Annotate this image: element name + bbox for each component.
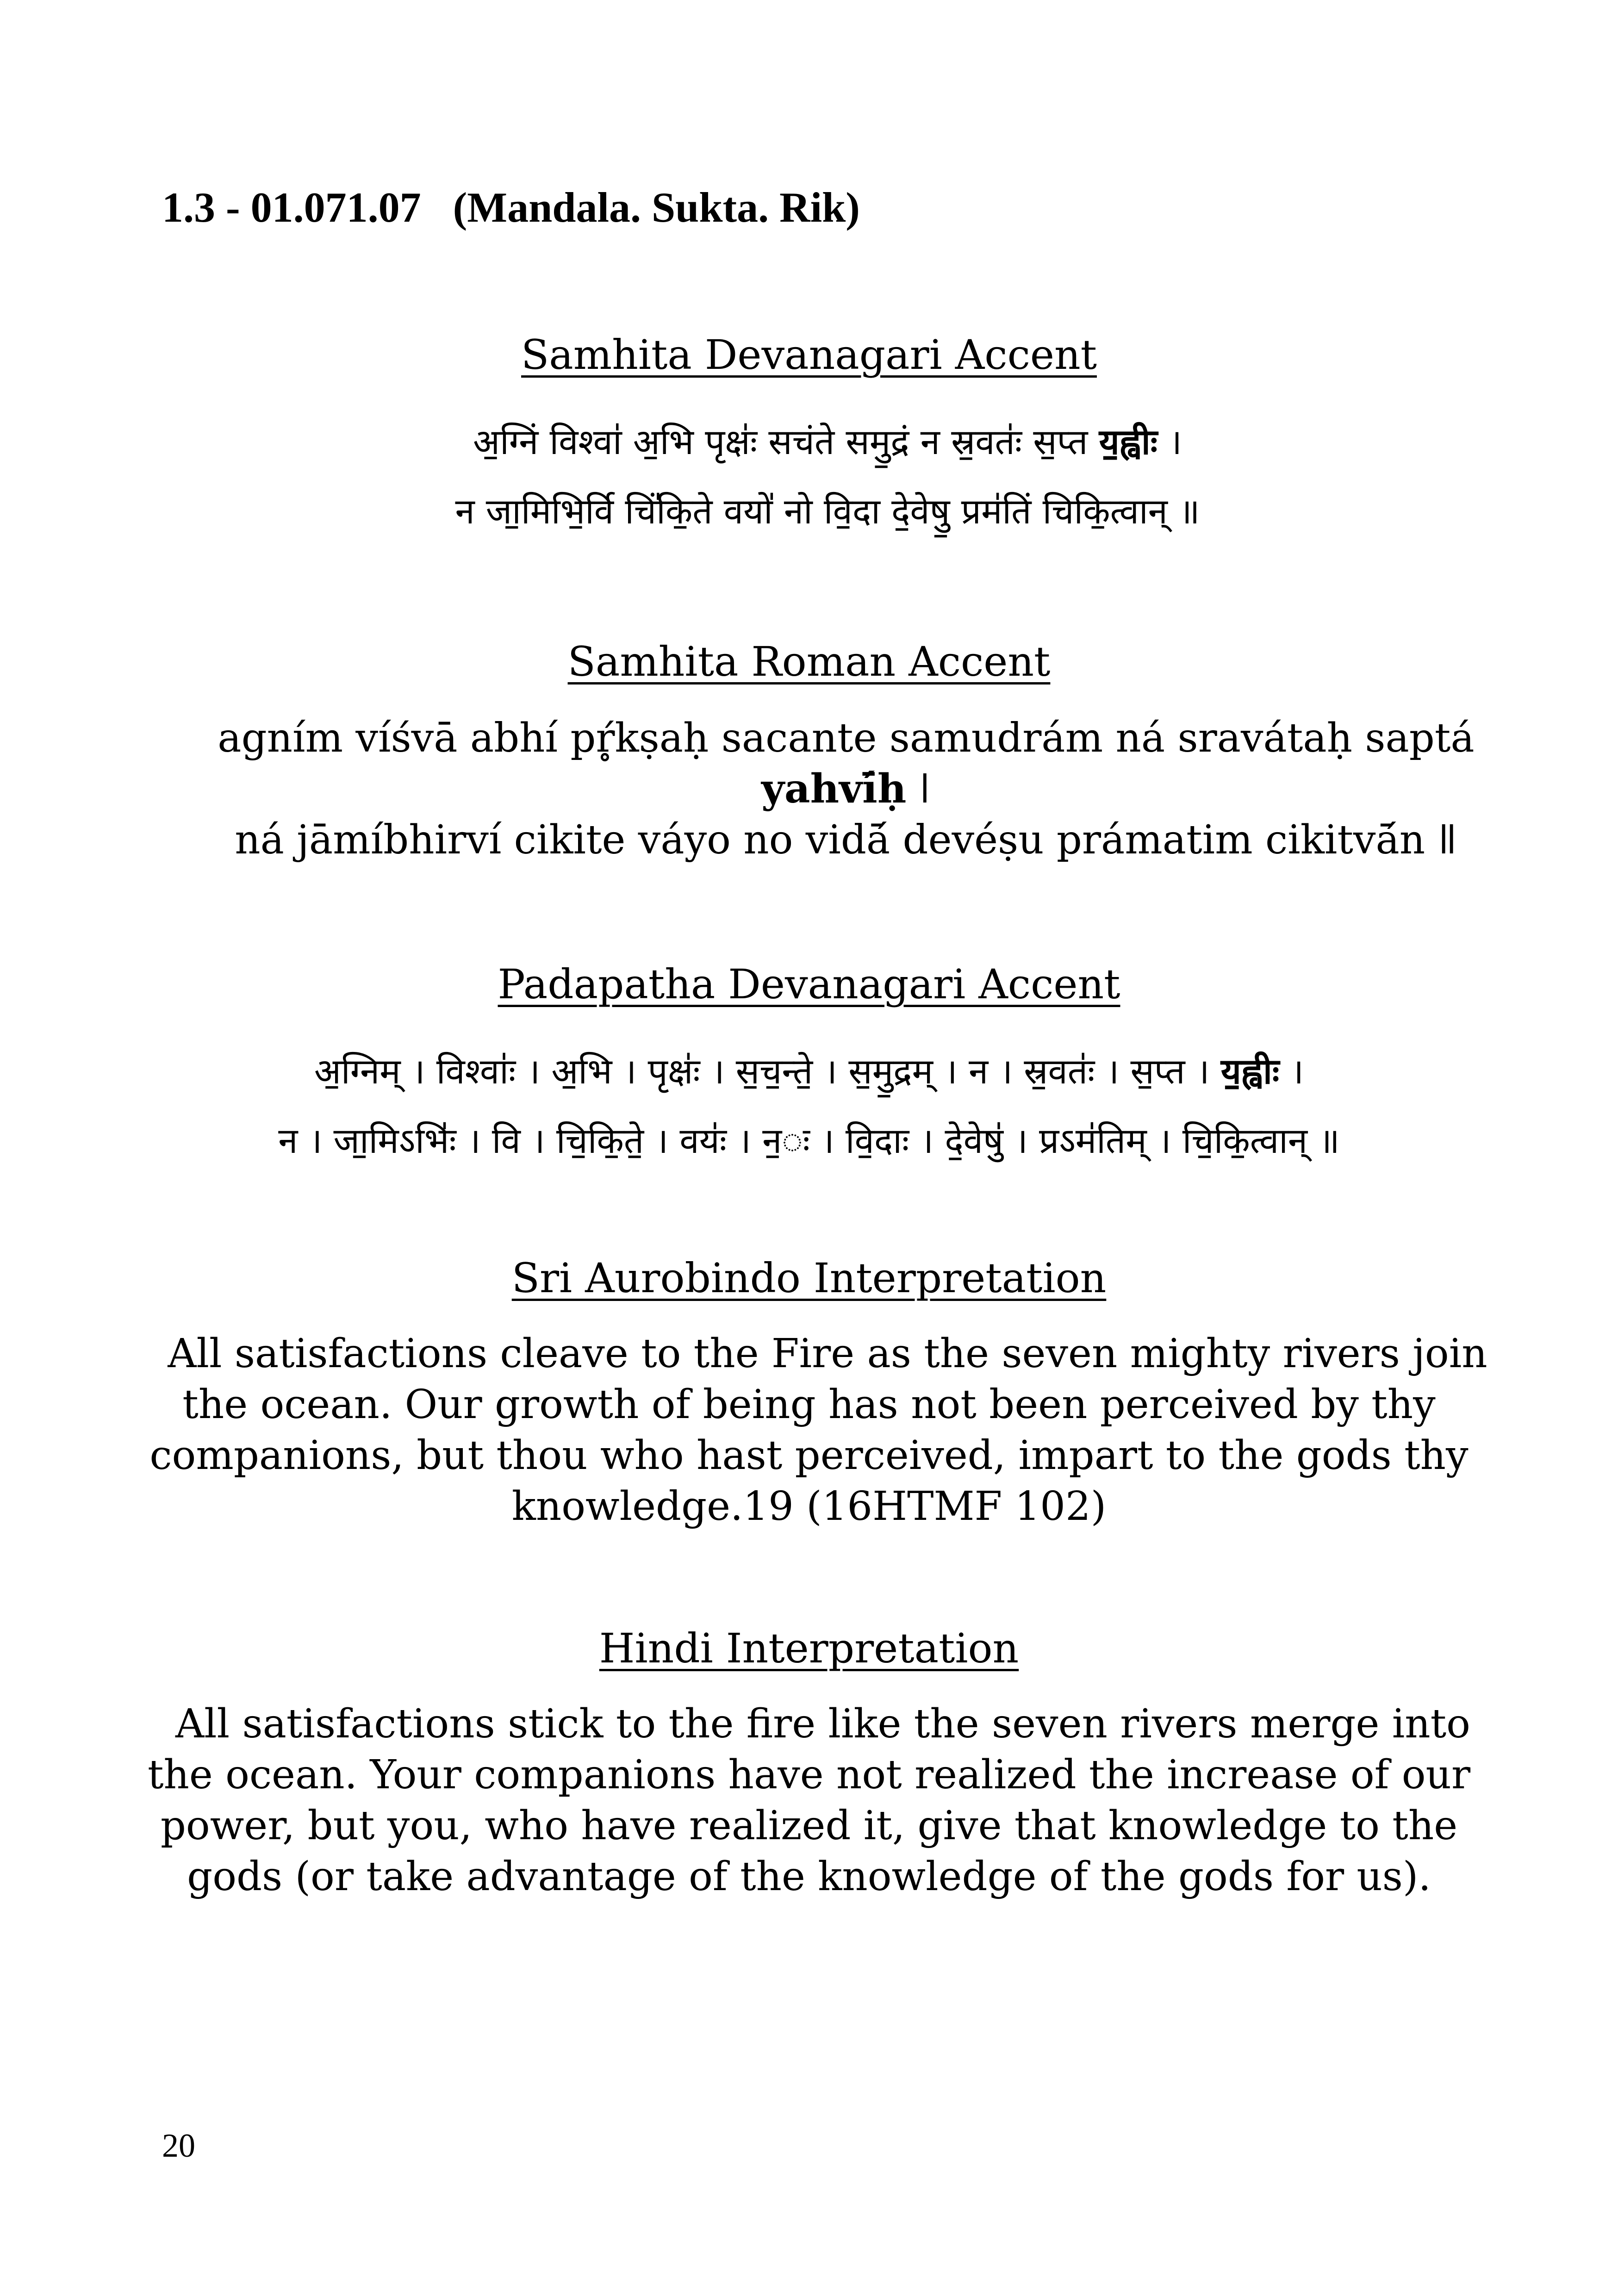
- samhita-roman-line-2: [37, 764, 1618, 815]
- aurobindo-line-2: the ocean. Our growth of being has not been perceived by thy: [182, 1381, 1436, 1428]
- verse-reference-format: (Mandala. Sukta. Rik): [453, 184, 860, 231]
- samhita-devanagari-line-1-text: अ॒ग्निं विश्वा॑ अ॒भि पृक्षः॑ सचंते समु॒द्रं न स्र॒वतः॑ स॒प्त: [473, 421, 1099, 462]
- samhita-devanagari-line-1: [19, 407, 1618, 477]
- hindi-line-3: power, but you, who have realized it, give that knowledge to the: [160, 1803, 1458, 1849]
- samhita-devanagari-line-2: न जा॒मिभि॒र्वि चिं॑कि॒ते वयो॑ नो वि॒दा दे॒वेषु॒ प्रम॑तिं चिकि॒त्वान् ॥: [455, 491, 1200, 532]
- aurobindo-line-4: knowledge.19 (16HTMF 102): [511, 1483, 1107, 1530]
- aurobindo-line-1: All satisfactions cleave to the Fire as the seven mighty rivers join: [168, 1331, 1487, 1377]
- padapatha-devanagari-line-1-text: अ॒ग्निम् । विश्वाः॑ । अ॒भि । पृक्षः॑ । स॒च॒न्ते॒ । स॒मु॒द्रम् । न । स्र॒वतः॑ । स॒प्त ।: [314, 1051, 1221, 1092]
- padapatha-devanagari-line-1: [0, 1037, 1618, 1106]
- padapatha-devanagari-line-1-end: ।: [1279, 1051, 1304, 1092]
- samhita-devanagari-line-1-end: ।: [1157, 421, 1182, 462]
- samhita-roman-line-2-end: ǀ: [906, 766, 931, 812]
- samhita-roman-line-2-bold: yahvī́ḥ: [761, 765, 907, 812]
- samhita-devanagari-title: Samhita Devanagari Accent: [521, 331, 1097, 379]
- aurobindo-text: [0, 1328, 1618, 1532]
- verse-heading: [162, 183, 860, 232]
- hindi-title: Hindi Interpretation: [599, 1624, 1019, 1672]
- samhita-devanagari-text: [19, 407, 1618, 546]
- page-number: 20: [162, 2127, 195, 2164]
- verse-number: 1.3 - 01.071.07: [162, 184, 421, 231]
- hindi-line-1: All satisfactions stick to the fire like the seven rivers merge into: [175, 1701, 1470, 1747]
- samhita-devanagari-line-1-bold: य॒ह्वीः: [1099, 421, 1158, 462]
- aurobindo-line-3: companions, but thou who hast perceived, impart to the gods thy: [149, 1432, 1469, 1479]
- samhita-roman-line-1: agním víśvā abhí pŕ̥kṣaḥ sacante samudrám ná sravátaḥ saptá: [218, 715, 1475, 761]
- aurobindo-title: Sri Aurobindo Interpretation: [511, 1254, 1107, 1302]
- hindi-line-4: gods (or take advantage of the knowledge of the gods for us).: [187, 1854, 1431, 1900]
- padapatha-devanagari-line-1-bold: य॒ह्वीः: [1220, 1051, 1280, 1092]
- samhita-roman-title: Samhita Roman Accent: [567, 638, 1051, 685]
- padapatha-devanagari-text: [0, 1037, 1618, 1176]
- hindi-text: [0, 1699, 1618, 1902]
- padapatha-devanagari-line-2: न । जा॒मिऽभिः॑ । वि । चि॒कि॒ते॒ । वयः॑ । न॒ः । वि॒दाः । दे॒वेषु॑ । प्रऽम॑तिम् । चि॒कि॒त्वान् ॥: [278, 1120, 1340, 1161]
- samhita-roman-line-3: ná jāmíbhirví cikite váyo no vidā́ devéṣu prámatim cikitvā́n ǁ: [235, 817, 1457, 863]
- samhita-roman-text: [37, 713, 1618, 865]
- padapatha-devanagari-title: Padapatha Devanagari Accent: [498, 960, 1120, 1008]
- hindi-line-2: the ocean. Your companions have not realized the increase of our: [147, 1752, 1471, 1798]
